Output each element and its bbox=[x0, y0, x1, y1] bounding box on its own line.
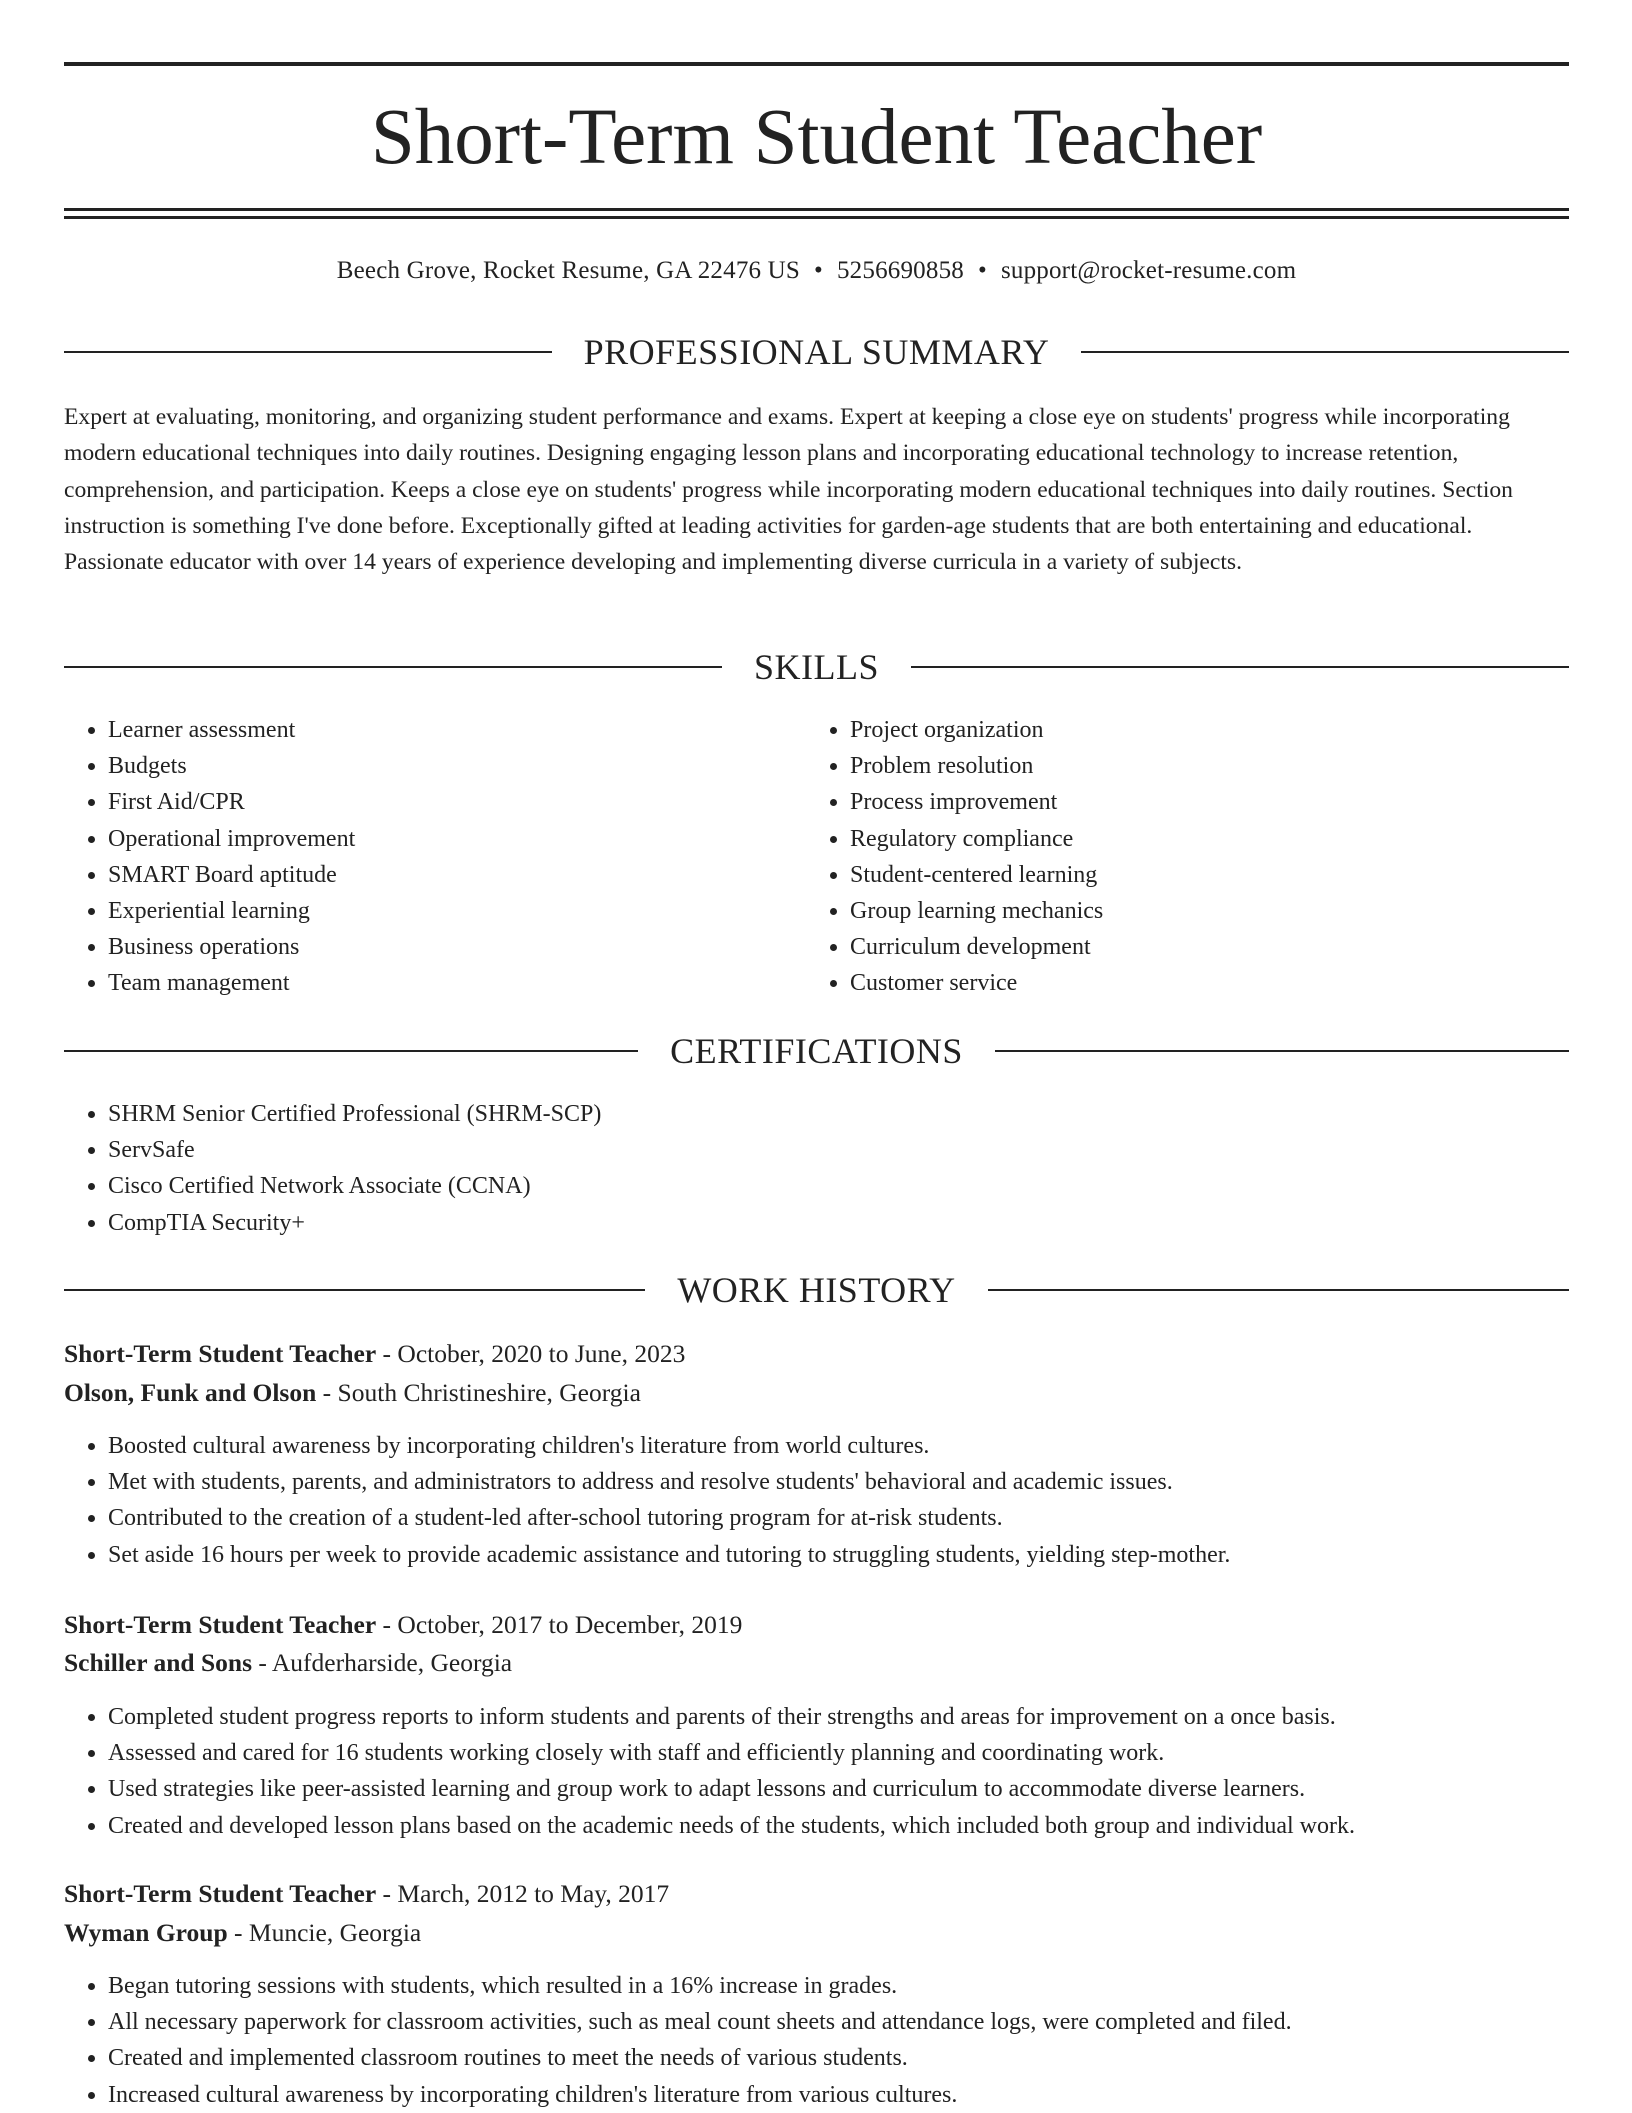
job-bullet-item: • Contributed to the creation of a student-led after-school tutoring program for at-risk students. bbox=[108, 1500, 1569, 1536]
job-location: Aufderharside, Georgia bbox=[271, 1648, 513, 1677]
contact-separator: • bbox=[814, 257, 823, 284]
job-bullets-list bbox=[64, 1968, 1569, 2113]
job-title: Short-Term Student Teacher bbox=[64, 1339, 377, 1368]
skill-item: • Process improvement bbox=[850, 784, 1506, 820]
top-rule bbox=[64, 62, 1569, 66]
job-company-line bbox=[64, 1375, 1569, 1411]
certifications-heading-label: CERTIFICATIONS bbox=[670, 1031, 963, 1071]
certification-item: • Cisco Certified Network Associate (CCNA) bbox=[108, 1168, 1264, 1204]
job-title: Short-Term Student Teacher bbox=[64, 1879, 377, 1908]
skill-item: • Regulatory compliance bbox=[850, 821, 1506, 857]
contact-address: Beech Grove, Rocket Resume, GA 22476 US bbox=[336, 257, 801, 284]
skills-heading bbox=[64, 645, 1569, 689]
skill-item: • Experiential learning bbox=[108, 893, 764, 929]
job-bullet-item: • Created and developed lesson plans based on the academic needs of the students, which included both group and individual work. bbox=[108, 1808, 1569, 1844]
certifications-block bbox=[64, 1096, 1264, 1241]
job-dates: October, 2020 to June, 2023 bbox=[397, 1339, 686, 1368]
job-bullet-item: • Created and implemented classroom routines to meet the needs of various students. bbox=[108, 2040, 1569, 2076]
certification-item: • CompTIA Security+ bbox=[108, 1205, 1264, 1241]
job-bullet-item: • Completed student progress reports to inform students and parents of their strengths and areas for improvement on a once basis. bbox=[108, 1699, 1569, 1735]
job-location: Muncie, Georgia bbox=[248, 1918, 422, 1947]
skill-item: • SMART Board aptitude bbox=[108, 857, 764, 893]
job-bullet-item: • Boosted cultural awareness by incorporating children's literature from world cultures. bbox=[108, 1428, 1569, 1464]
job-bullets-block bbox=[64, 1428, 1569, 1573]
skill-item: • Operational improvement bbox=[108, 821, 764, 857]
contact-phone: 5256690858 bbox=[836, 257, 964, 284]
heading-rule-left bbox=[64, 666, 722, 668]
contact-separator: • bbox=[977, 257, 987, 284]
contact-line bbox=[64, 254, 1569, 288]
job-company: Wyman Group bbox=[64, 1918, 228, 1947]
job-bullet-item: • Set aside 16 hours per week to provide academic assistance and tutoring to struggling students, yielding step-mother. bbox=[108, 1537, 1569, 1573]
work-history-heading bbox=[64, 1268, 1569, 1312]
job-title-line bbox=[64, 1876, 1569, 1912]
heading-rule-right bbox=[988, 1289, 1569, 1291]
skill-item: • Business operations bbox=[108, 929, 764, 965]
job-bullets-block bbox=[64, 1968, 1569, 2113]
skill-item: • Budgets bbox=[108, 748, 764, 784]
certification-item: • SHRM Senior Certified Professional (SHRM-SCP) bbox=[108, 1096, 1264, 1132]
job-bullets-block bbox=[64, 1699, 1569, 1844]
work-history-heading-label: WORK HISTORY bbox=[677, 1270, 956, 1310]
skills-column-right bbox=[806, 712, 1506, 1002]
job-bullet-item: • Increased cultural awareness by incorporating children's literature from various cultures. bbox=[108, 2077, 1569, 2113]
dash: - bbox=[316, 1378, 338, 1407]
resume-title: Short-Term Student Teacher bbox=[370, 94, 1263, 181]
skills-list-right bbox=[806, 712, 1506, 1002]
job-company-line bbox=[64, 1645, 1569, 1681]
job-bullet-item: • All necessary paperwork for classroom activities, such as meal count sheets and attendance logs, were completed and filed. bbox=[108, 2004, 1569, 2040]
job-title-line bbox=[64, 1336, 1569, 1372]
skill-item: • Project organization bbox=[850, 712, 1506, 748]
job-dates: October, 2017 to December, 2019 bbox=[397, 1610, 743, 1639]
title-rule-upper bbox=[64, 208, 1569, 211]
job-company: Olson, Funk and Olson bbox=[64, 1378, 317, 1407]
dash: - bbox=[227, 1918, 249, 1947]
heading-rule-left bbox=[64, 1050, 638, 1052]
skill-item: • Student-centered learning bbox=[850, 857, 1506, 893]
skill-item: • Team management bbox=[108, 965, 764, 1001]
heading-rule-right bbox=[911, 666, 1569, 668]
job-bullet-item: • Met with students, parents, and administrators to address and resolve students' behavioral and academic issues. bbox=[108, 1464, 1569, 1500]
dash: - bbox=[376, 1879, 398, 1908]
job-bullet-item: • Began tutoring sessions with students, which resulted in a 16% increase in grades. bbox=[108, 1968, 1569, 2004]
job-bullet-item: • Used strategies like peer-assisted learning and group work to adapt lessons and curriculum to accommodate diverse learners. bbox=[108, 1771, 1569, 1807]
job-location: South Christineshire, Georgia bbox=[337, 1378, 641, 1407]
skills-column-left bbox=[64, 712, 764, 1002]
certifications-list bbox=[64, 1096, 1264, 1241]
certifications-heading bbox=[64, 1029, 1569, 1073]
job-title-line bbox=[64, 1607, 1569, 1643]
skills-heading-label: SKILLS bbox=[754, 647, 880, 687]
summary-text: Expert at evaluating, monitoring, and organizing student performance and exams. Expert at keeping a close eye on students' progress while incorporating modern educational techniques into daily routines. Designing engaging lesson plans and incorporating educational technology to increase retention, comprehension, and participation. Keeps a close eye on students' progress while incorporating modern educational techniques into daily routines. Section instruction is something I've done before. Exceptionally gifted at leading activities for garden-age students that are both entertaining and educational. Passionate educator with over 14 years of experience developing and implementing diverse curricula in a variety of subjects. bbox=[64, 404, 1513, 576]
job-dates: March, 2012 to May, 2017 bbox=[397, 1879, 670, 1908]
skill-item: • Learner assessment bbox=[108, 712, 764, 748]
contact-email: support@rocket-resume.com bbox=[1000, 257, 1297, 284]
heading-rule-left bbox=[64, 1289, 645, 1291]
skill-item: • Customer service bbox=[850, 965, 1506, 1001]
skill-item: • Curriculum development bbox=[850, 929, 1506, 965]
heading-rule-left bbox=[64, 351, 552, 353]
job-company: Schiller and Sons bbox=[64, 1648, 253, 1677]
dash: - bbox=[376, 1610, 398, 1639]
skill-item: • Problem resolution bbox=[850, 748, 1506, 784]
skill-item: • First Aid/CPR bbox=[108, 784, 764, 820]
certification-item: • ServSafe bbox=[108, 1132, 1264, 1168]
job-bullet-item: • Assessed and cared for 16 students working closely with staff and efficiently planning and coordinating work. bbox=[108, 1735, 1569, 1771]
skill-item: • Group learning mechanics bbox=[850, 893, 1506, 929]
heading-rule-right bbox=[1081, 351, 1569, 353]
job-company-line bbox=[64, 1915, 1569, 1951]
job-bullets-list bbox=[64, 1428, 1569, 1573]
title-rule-lower bbox=[64, 216, 1569, 219]
summary-heading-label: PROFESSIONAL SUMMARY bbox=[583, 332, 1050, 372]
summary-heading bbox=[64, 330, 1569, 374]
job-bullets-list bbox=[64, 1699, 1569, 1844]
job-title: Short-Term Student Teacher bbox=[64, 1610, 377, 1639]
dash: - bbox=[252, 1648, 272, 1677]
heading-rule-right bbox=[995, 1050, 1569, 1052]
dash: - bbox=[376, 1339, 398, 1368]
skills-list-left bbox=[64, 712, 764, 1002]
